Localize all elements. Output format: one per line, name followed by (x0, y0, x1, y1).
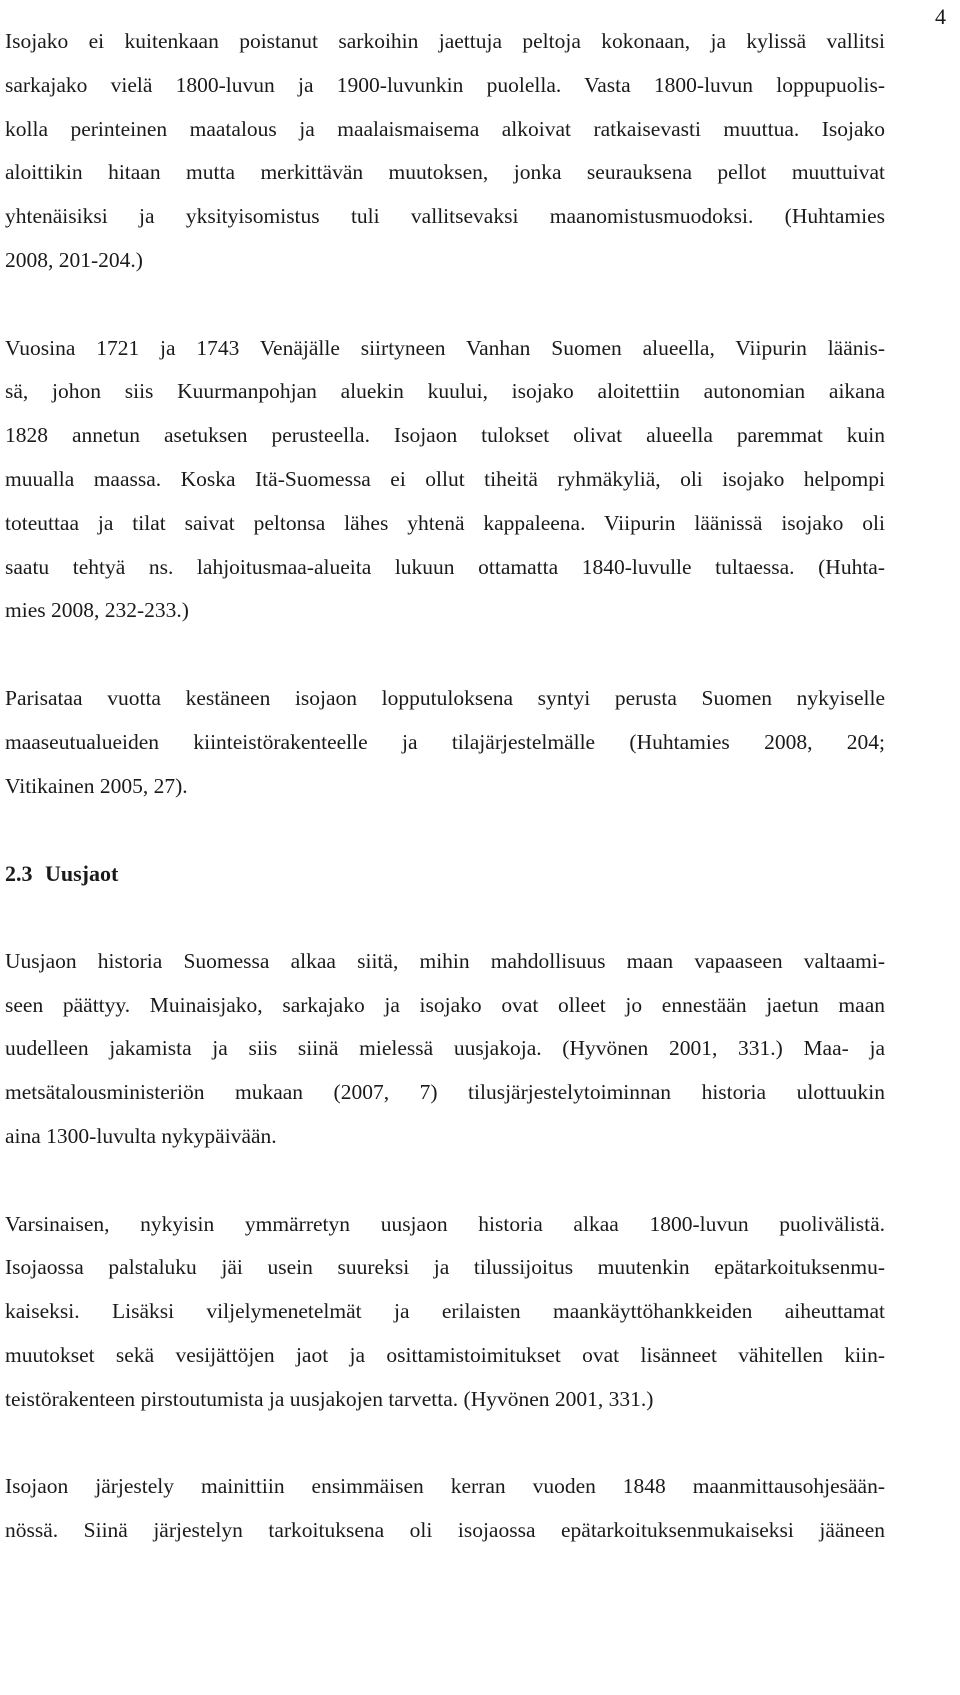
text-line: toteuttaa ja tilat saivat peltonsa lähes yhtenä kappaleena. Viipurin läänissä isojako oli (5, 510, 885, 535)
text-line: Isojako ei kuitenkaan poistanut sarkoihin jaettuja peltoja kokonaan, ja kylissä vallitsi (5, 29, 885, 53)
paragraph (5, 940, 885, 1159)
text-line: muutokset sekä vesijättöjen jaot ja osittamistoimitukset ovat lisänneet vähitellen kiin- (5, 1342, 885, 1367)
paragraph-spacer (5, 633, 885, 677)
text-line: maaseutualueiden kiinteistörakenteelle ja tilajärjestelmälle (Huhtamies 2008, 204; (5, 729, 885, 754)
text-line: yhtenäisiksi ja yksityisomistus tuli vallitsevaksi maanomistusmuodoksi. (Huhtamies (5, 204, 885, 229)
paragraph (5, 677, 885, 808)
paragraph (5, 20, 885, 283)
text-line: 1828 annetun asetuksen perusteella. Isojaon tulokset olivat alueella paremmat kuin (5, 423, 885, 448)
text-line: 2008, 201-204.) (5, 247, 143, 272)
section-title: Uusjaot (45, 861, 119, 887)
text-line: Varsinaisen, nykyisin ymmärretyn uusjaon historia alkaa 1800-luvun puolivälistä. (5, 1211, 885, 1236)
paragraph-spacer (5, 1422, 885, 1466)
page-number: 4 (935, 4, 946, 29)
text-line: aina 1300-luvulta nykypäivään. (5, 1123, 277, 1148)
paragraph-spacer (5, 283, 885, 327)
text-line: Parisataa vuotta kestäneen isojaon lopputuloksena syntyi perusta Suomen nykyiselle (5, 685, 885, 710)
paragraph-spacer (5, 896, 885, 940)
text-line: metsätalousministeriön mukaan (2007, 7) tilusjärjestelytoiminnan historia ulottuukin (5, 1080, 885, 1105)
text-line: nössä. Siinä järjestelyn tarkoituksena oli isojaossa epätarkoituksenmukaiseksi jääneen (5, 1518, 885, 1543)
text-line: Uusjaon historia Suomessa alkaa siitä, mihin mahdollisuus maan vapaaseen valtaami- (5, 948, 885, 973)
text-line: kaiseksi. Lisäksi viljelymenetelmät ja erilaisten maankäyttöhankkeiden aiheuttamat (5, 1299, 885, 1324)
text-line: Vitikainen 2005, 27). (5, 773, 188, 798)
paragraph (5, 1465, 885, 1553)
text-line: sä, johon siis Kuurmanpohjan aluekin kuului, isojako aloitettiin autonomian aikana (5, 379, 885, 404)
document-body (5, 20, 885, 1553)
paragraph-spacer (5, 808, 885, 852)
text-line: aloittikin hitaan mutta merkittävän muutoksen, jonka seurauksena pellot muuttuivat (5, 160, 885, 185)
text-line: kolla perinteinen maatalous ja maalaismaisema alkoivat ratkaisevasti muuttua. Isojako (5, 116, 885, 141)
text-line: Isojaon järjestely mainittiin ensimmäisen kerran vuoden 1848 maanmittausohjesään- (5, 1474, 885, 1499)
text-line: mies 2008, 232-233.) (5, 598, 189, 623)
text-line: Isojaossa palstaluku jäi usein suureksi ja tilussijoitus muutenkin epätarkoituksenmu- (5, 1255, 885, 1280)
text-line: saatu tehtyä ns. lahjoitusmaa-alueita lukuun ottamatta 1840-luvulle tultaessa. (Huhta- (5, 554, 885, 579)
text-line: seen päättyy. Muinaisjako, sarkajako ja isojako ovat olleet jo ennestään jaetun maan (5, 992, 885, 1017)
text-line: teistörakenteen pirstoutumista ja uusjakojen tarvetta. (Hyvönen 2001, 331.) (5, 1386, 654, 1411)
text-line: uudelleen jakamista ja siis siinä mielessä uusjakoja. (Hyvönen 2001, 331.) Maa- ja (5, 1036, 885, 1061)
section-number: 2.3 (5, 861, 33, 887)
text-line: muualla maassa. Koska Itä-Suomessa ei ollut tiheitä ryhmäkyliä, oli isojako helpompi (5, 466, 885, 491)
paragraph (5, 1203, 885, 1422)
paragraph-spacer (5, 1159, 885, 1203)
paragraph (5, 327, 885, 634)
text-line: sarkajako vielä 1800-luvun ja 1900-luvunkin puolella. Vasta 1800-luvun loppupuolis- (5, 72, 885, 97)
text-line: Vuosina 1721 ja 1743 Venäjälle siirtyneen Vanhan Suomen alueella, Viipurin läänis- (5, 335, 885, 360)
section-heading (5, 852, 885, 896)
